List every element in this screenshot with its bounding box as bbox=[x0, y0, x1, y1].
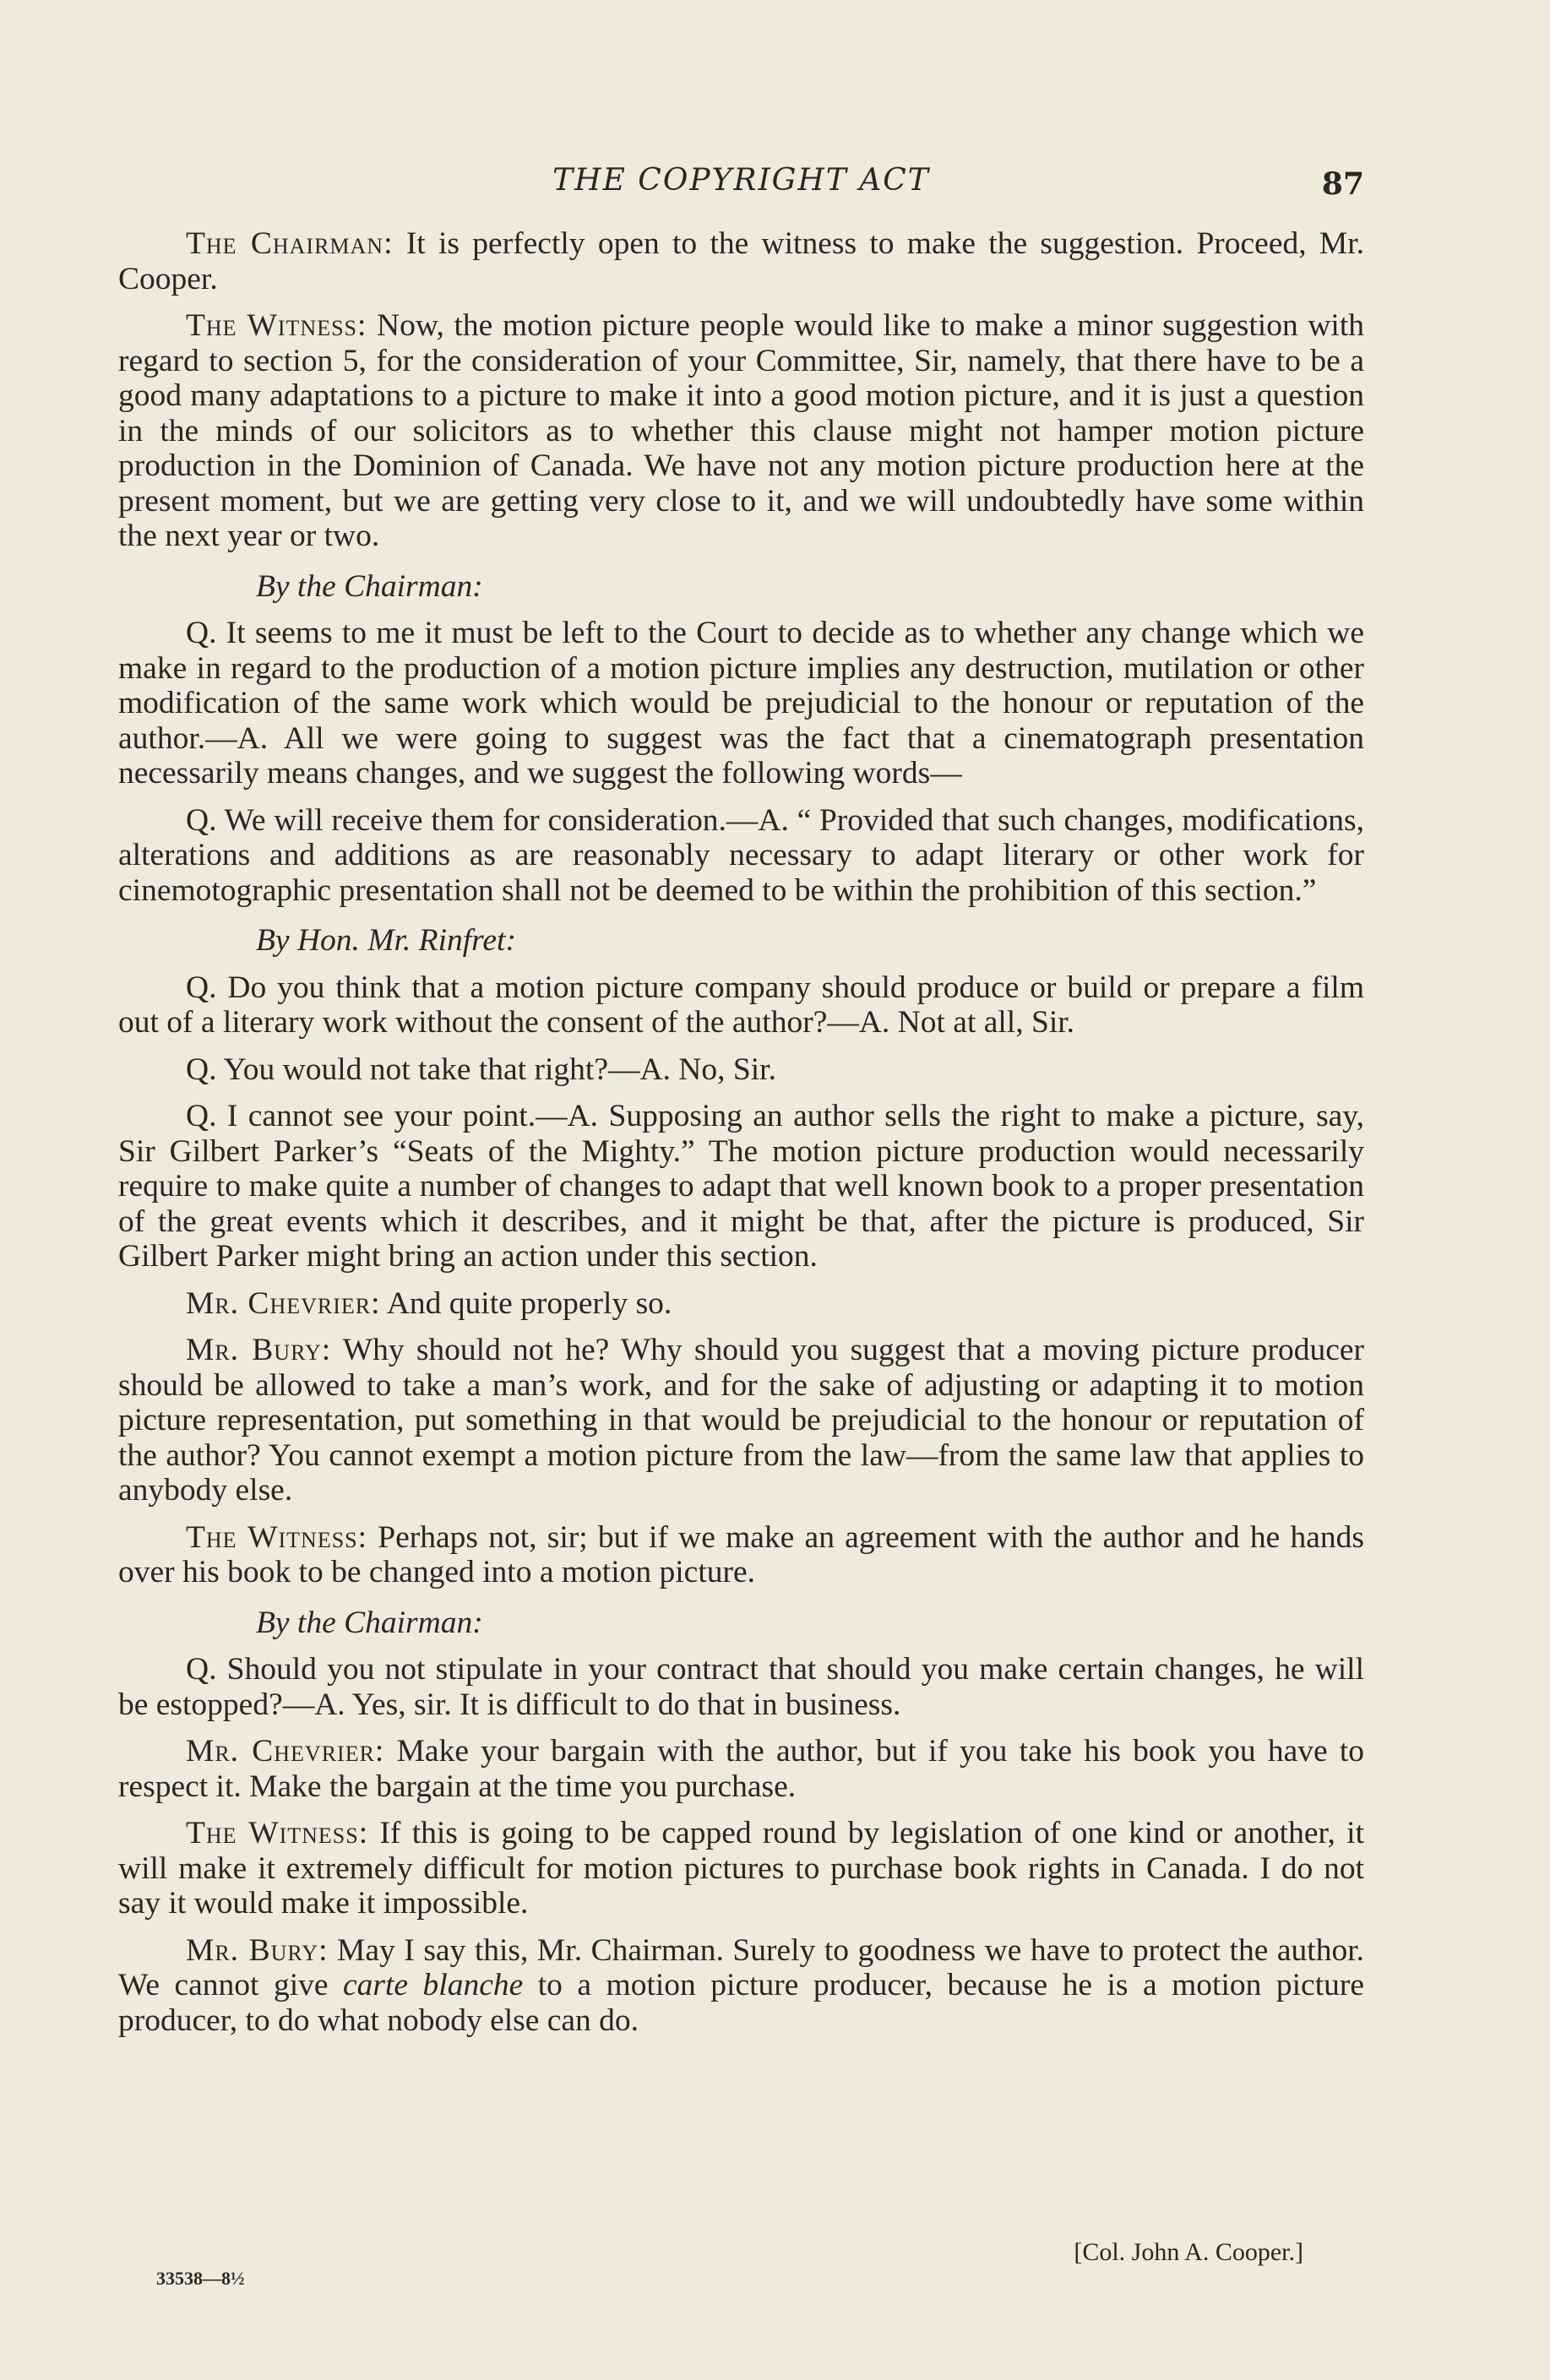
speaker-name: The Chairman: bbox=[186, 226, 394, 261]
speaker-name: Mr. Chevrier: bbox=[186, 1285, 381, 1321]
paragraph: Q. It seems to me it must be left to the Court to decide as to whether any change which we make in regard to the production of a motion picture implies any destruction, mutilation or other modification of the same work which would be prejudicial to the honour or reputation of the author.—A. All we were going to suggest was the fact that a cinematograph presentation necessarily means changes, and we suggest the following words— bbox=[118, 616, 1364, 791]
paragraph: Q. Do you think that a motion picture company should produce or build or prepare a film out of a literary work without the consent of the author?—A. Not at all, Sir. bbox=[118, 970, 1364, 1040]
speaker-name: The Witness: bbox=[186, 308, 367, 343]
paragraph-text: to a motion picture producer, because he is a motion picture producer, to do what nobody else can do. bbox=[118, 1968, 1364, 2038]
speaker-name: The Witness: bbox=[186, 1816, 369, 1850]
section-heading: By the Chairman: bbox=[256, 568, 483, 604]
paragraph bbox=[118, 1816, 1364, 1921]
paragraph-text: It is perfectly open to the witness to make the suggestion. Proceed, Mr. Cooper. bbox=[118, 226, 1365, 296]
paragraph bbox=[118, 1520, 1364, 1590]
body-text bbox=[118, 226, 1364, 2050]
speaker-name: The Witness: bbox=[186, 1519, 368, 1555]
paragraph bbox=[118, 1734, 1364, 1804]
page-number: 87 bbox=[1321, 166, 1364, 202]
paragraph: Q. I cannot see your point.—A. Supposing an author sells the right to make a picture, say, Sir Gilbert Parker’s “Seats of the Mighty.” The motion picture production would necessarily require to make quite a number of changes to adapt that well known book to a proper presentation of the great events which it describes, and it might be that, after the picture is produced, Sir Gilbert Parker might bring an action under this section. bbox=[118, 1099, 1364, 1274]
speaker-name: Mr. Bury: bbox=[186, 1333, 332, 1367]
paragraph bbox=[118, 308, 1364, 554]
paragraph-text: And quite properly so. bbox=[386, 1285, 672, 1321]
paragraph-text: Make your bargain with the author, but if you take his book you have to respect it. Make the bargain at the time you purchase. bbox=[118, 1734, 1365, 1804]
running-title: THE COPYRIGHT ACT bbox=[552, 163, 930, 198]
paragraph bbox=[118, 226, 1364, 296]
paragraph-text: If this is going to be capped round by legislation of one kind or another, it will make it extremely difficult for motion pictures to purchase book rights in Canada. I do not say it would make it impossible. bbox=[118, 1816, 1364, 1921]
paragraph bbox=[118, 1333, 1364, 1508]
italic-phrase: carte blanche bbox=[343, 1968, 524, 2002]
paragraph-text: May I say this, Mr. Chairman. Surely to goodness we have to protect the author. We cannot give bbox=[118, 1932, 1365, 2002]
paragraph-text: Now, the motion picture people would like to make a minor suggestion with regard to section 5, for the consideration of your Committee, Sir, namely, that there have to be a good many adaptations to a picture to make it into a good motion picture, and it is just a question in the minds of our solicitors as to whether this clause might not hamper motion picture production in the Dominion of Canada. We have not any motion picture production here at the present moment, but we are getting very close to it, and we will undoubtedly have some within the next year or two. bbox=[118, 308, 1364, 553]
paragraph: Q. You would not take that right?—A. No, Sir. bbox=[186, 1051, 776, 1087]
section-heading: By the Chairman: bbox=[256, 1605, 483, 1640]
paragraph-text: Why should not he? Why should you suggest that a moving picture producer should be allowed to take a man’s work, and for the sake of adjusting or adapting it to motion picture representation, put something in that would be prejudicial to the honour or reputation of the author? You cannot exempt a motion picture from the law—from the same law that applies to anybody else. bbox=[118, 1333, 1365, 1508]
speaker-name: Mr. Chevrier: bbox=[186, 1734, 385, 1769]
paragraph: Q. Should you not stipulate in your contract that should you make certain changes, he will be estopped?—A. Yes, sir. It is difficult to do that in business. bbox=[118, 1652, 1364, 1722]
paragraph-text: Perhaps not, sir; but if we make an agreement with the author and he hands over his book to be changed into a motion picture. bbox=[118, 1519, 1364, 1589]
speaker-name: Mr. Bury: bbox=[186, 1932, 329, 1968]
speaker-attribution: [Col. John A. Cooper.] bbox=[1074, 2238, 1303, 2266]
printer-mark: 33538—8½ bbox=[156, 2268, 245, 2289]
section-heading: By Hon. Mr. Rinfret: bbox=[256, 923, 516, 958]
page-header bbox=[118, 163, 1364, 204]
paragraph bbox=[118, 1933, 1364, 2039]
paragraph: Q. We will receive them for consideration.—A. “ Provided that such changes, modifications, alterations and additions as are reasonably necessary to adapt literary or other work for cinemotographic presentation shall not be deemed to be within the prohibition of this section.” bbox=[118, 802, 1364, 908]
paragraph bbox=[118, 1286, 1364, 1322]
